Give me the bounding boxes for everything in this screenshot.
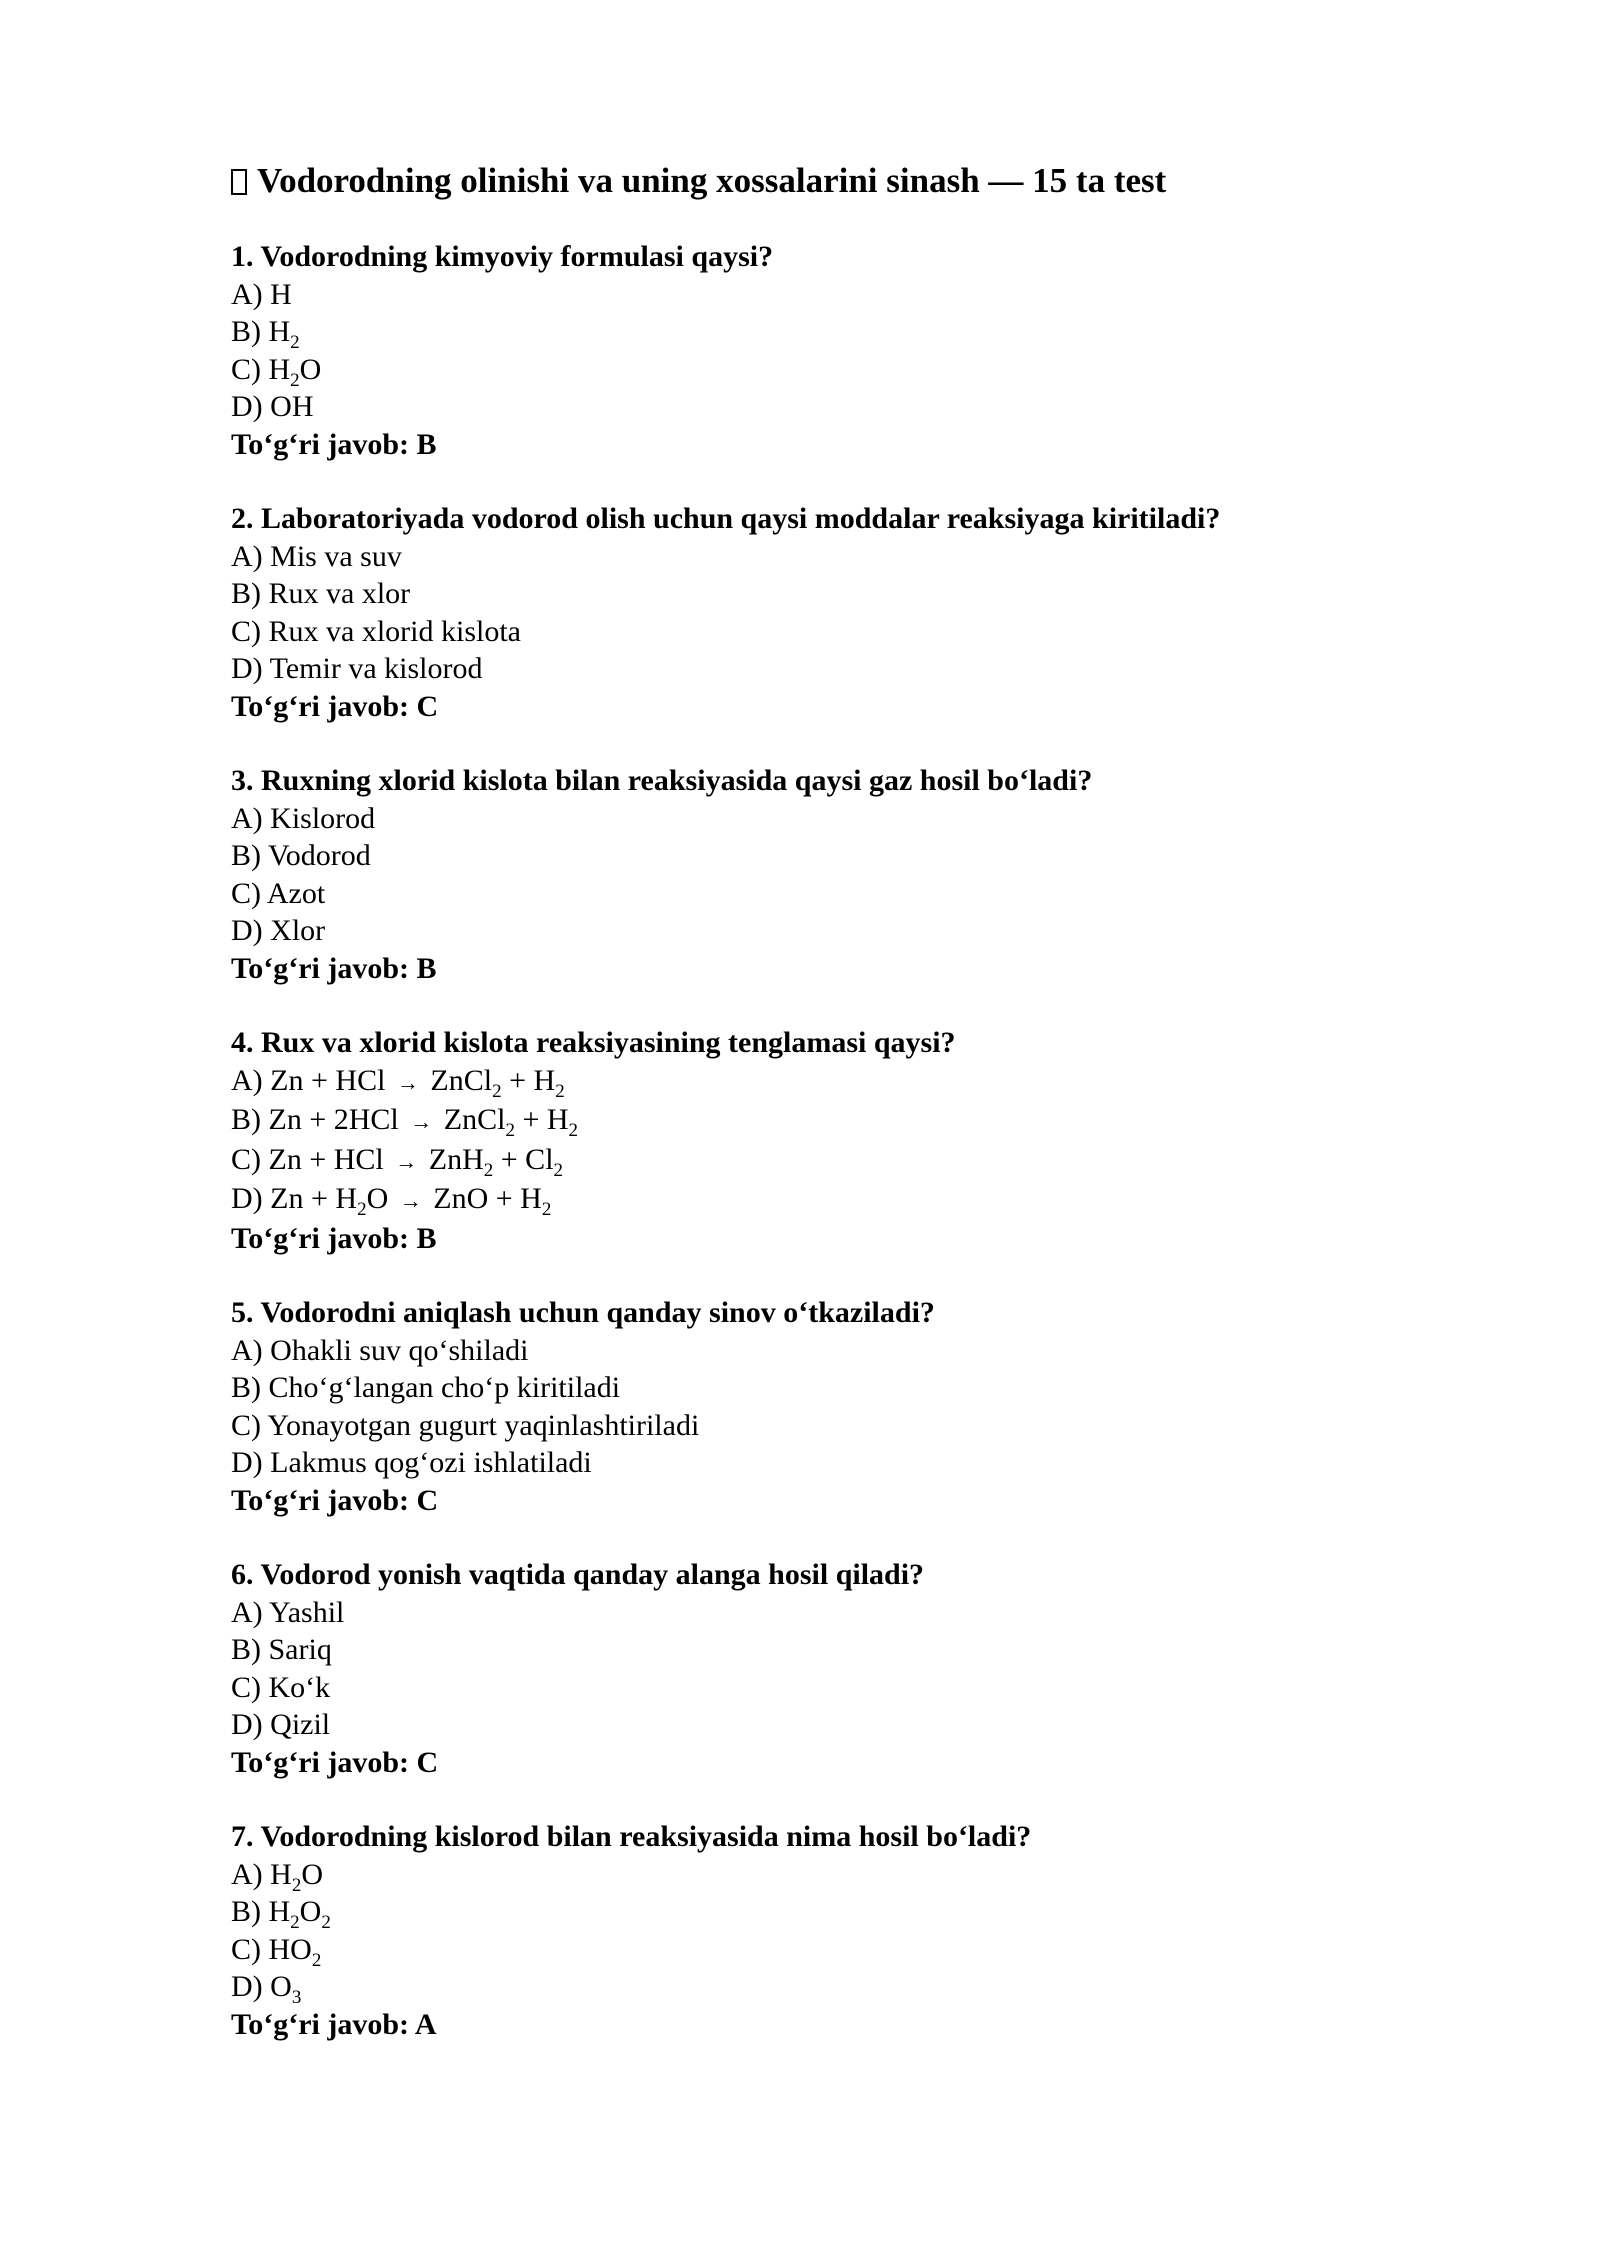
document-title-text: Vodorodning olinishi va uning xossalarini sinash — 15 ta test	[257, 161, 1167, 200]
answer-option-c: C) Azot	[231, 876, 326, 910]
answer-option-d: D) Temir va kislorod	[231, 652, 483, 685]
answer-option-a: A) Yashil	[231, 1595, 345, 1629]
answer-option-c: C) $HO_2$	[231, 1932, 322, 1971]
answer-option-d: D) $Zn + H_2O$ → ZnO + $H_2$	[231, 1182, 552, 1220]
answer-option-c: C) Zn + HCl → $ZnH_2 + Cl_2$	[231, 1142, 564, 1181]
question-text: 7. Vodorodning kislorod bilan reaksiyasida nima hosil bo‘ladi?	[231, 1820, 1032, 1853]
answer-option-a: A) Ohakli suv qo‘shiladi	[231, 1333, 529, 1367]
answer-option-d: D) Qizil	[231, 1708, 331, 1741]
correct-answer: To‘g‘ri javob: A	[231, 2007, 437, 2041]
answer-option-b: B) Cho‘g‘langan cho‘p kiritiladi	[231, 1371, 621, 1404]
answer-option-d: D) OH	[231, 390, 314, 423]
question-text: 5. Vodorodni aniqlash uchun qanday sinov o‘tkaziladi?	[231, 1296, 935, 1329]
question-3	[231, 762, 1411, 987]
answer-option-b: B) Vodorod	[231, 839, 371, 872]
correct-answer: To‘g‘ri javob: B	[231, 951, 437, 985]
answer-option-a: A) Kislorod	[231, 801, 376, 835]
question-text: 6. Vodorod yonish vaqtida qanday alanga hosil qiladi?	[231, 1558, 925, 1591]
document-page	[231, 160, 1411, 2080]
answer-option-c: C) Ko‘k	[231, 1670, 331, 1704]
correct-answer: To‘g‘ri javob: B	[231, 427, 437, 461]
correct-answer: To‘g‘ri javob: C	[231, 1483, 439, 1517]
answer-option-d: D) $O_3$	[231, 1970, 302, 2008]
missing-glyph-icon	[231, 169, 247, 195]
question-1	[231, 238, 1411, 463]
answer-option-a: A) $H_2O$	[231, 1857, 323, 1896]
answer-option-b: B) Sariq	[231, 1633, 332, 1666]
correct-answer: To‘g‘ri javob: C	[231, 689, 439, 723]
answer-option-c: C) Yonayotgan gugurt yaqinlashtiriladi	[231, 1408, 700, 1442]
answer-option-a: A) Zn + HCl → ZnCl$_2$ + $H_2$	[231, 1063, 565, 1102]
question-7	[231, 1818, 1411, 2043]
correct-answer: To‘g‘ri javob: C	[231, 1745, 439, 1779]
question-6	[231, 1556, 1411, 1781]
answer-option-d: D) Lakmus qog‘ozi ishlatiladi	[231, 1446, 592, 1479]
question-4	[231, 1024, 1411, 1257]
question-2	[231, 500, 1411, 725]
question-text: 2. Laboratoriyada vodorod olish uchun qaysi moddalar reaksiyaga kiritiladi?	[231, 502, 1221, 535]
question-text: 4. Rux va xlorid kislota reaksiyasining tenglamasi qaysi?	[231, 1026, 956, 1059]
question-list	[231, 238, 1411, 2043]
answer-option-b: B) $H_2O_2$	[231, 1895, 331, 1933]
answer-option-c: C) $H_2O$	[231, 352, 322, 391]
question-text: 3. Ruxning xlorid kislota bilan reaksiyasida qaysi gaz hosil bo‘ladi?	[231, 764, 1093, 797]
correct-answer: To‘g‘ri javob: B	[231, 1221, 437, 1255]
document-title	[231, 160, 1411, 202]
question-5	[231, 1294, 1411, 1519]
answer-option-a: A) Mis va suv	[231, 539, 402, 573]
answer-option-c: C) Rux va xlorid kislota	[231, 614, 521, 648]
answer-option-b: B) $H_2$	[231, 315, 300, 353]
question-text: 1. Vodorodning kimyoviy formulasi qaysi?	[231, 240, 774, 273]
answer-option-a: A) H	[231, 277, 292, 311]
answer-option-d: D) Xlor	[231, 914, 326, 947]
answer-option-b: B) Zn + 2HCl → ZnCl$_2$ + $H_2$	[231, 1103, 579, 1141]
answer-option-b: B) Rux va xlor	[231, 577, 411, 610]
